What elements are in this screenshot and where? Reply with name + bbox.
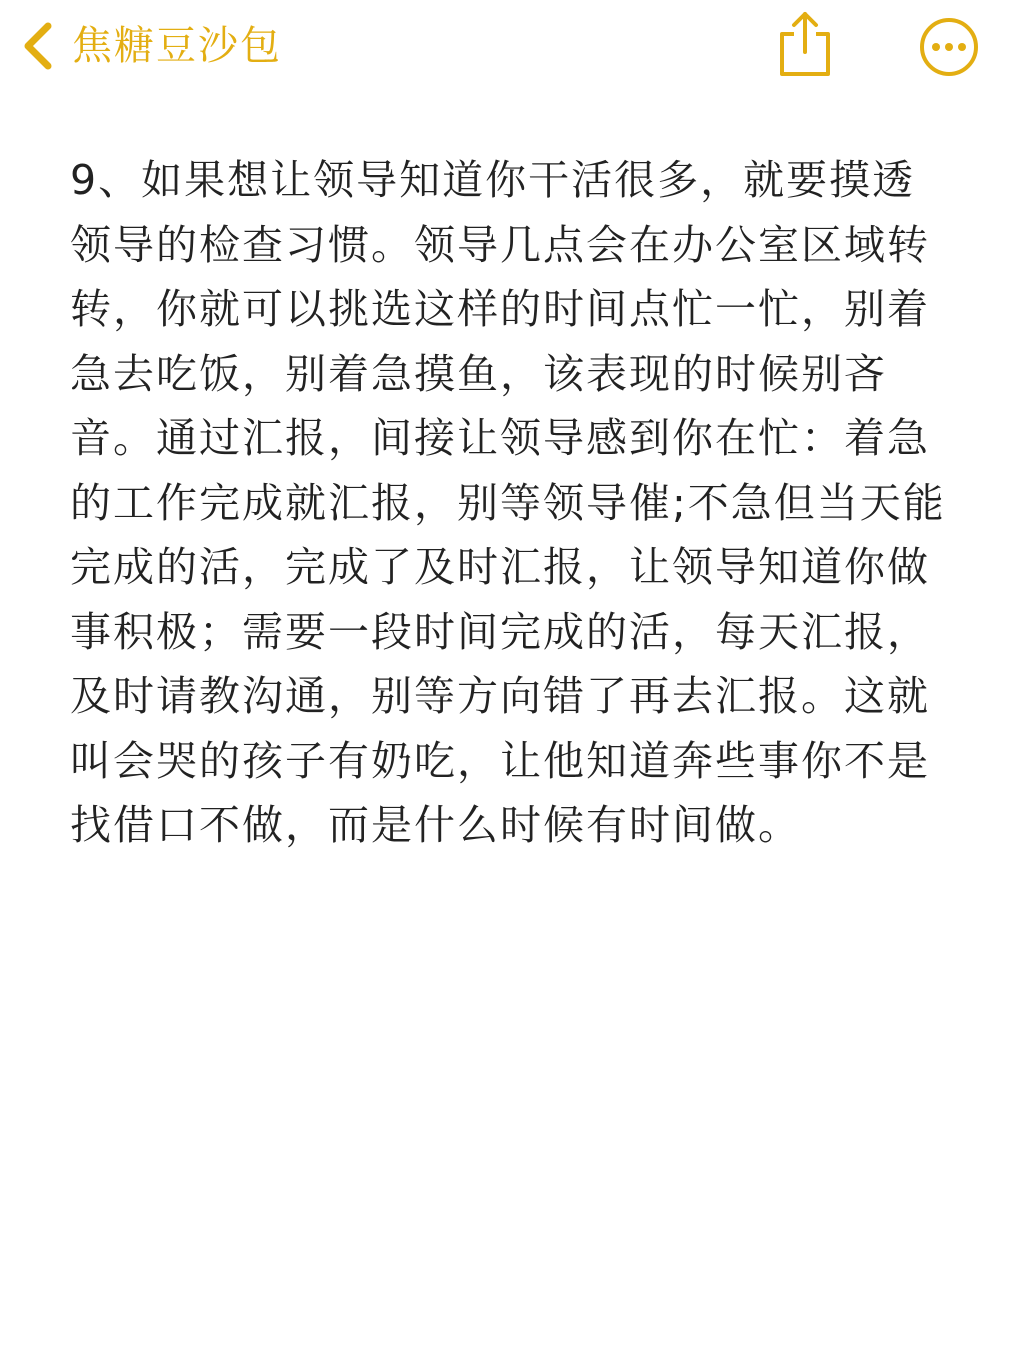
back-button[interactable] — [18, 14, 282, 78]
back-label: 焦糖豆沙包 — [72, 23, 282, 69]
navigation-bar — [0, 0, 1024, 92]
chevron-left-icon — [18, 20, 58, 72]
note-body-text[interactable]: 9、如果想让领导知道你干活很多，就要摸透领导的检查习惯。领导几点会在办公室区域转转，你就可以挑选这样的时间点忙一忙，别着急去吃饭，别着急摸鱼，该表现的时候别吝音。通过汇报，间接让领导感到你在忙：着急的工作完成就汇报，别等领导催;不急但当天能完成的活，完成了及时汇报，让领导知道你做事积极；需要一段时间完成的活，每天汇报，及时请教沟通，别等方向错了再去汇报。这就叫会哭的孩子有奶吃，让他知道奔些事你不是找借口不做，而是什么时候有时间做。 — [70, 156, 946, 849]
more-button[interactable] — [916, 14, 982, 80]
share-icon — [772, 8, 838, 80]
share-button[interactable] — [772, 8, 838, 80]
more-icon — [916, 14, 982, 80]
